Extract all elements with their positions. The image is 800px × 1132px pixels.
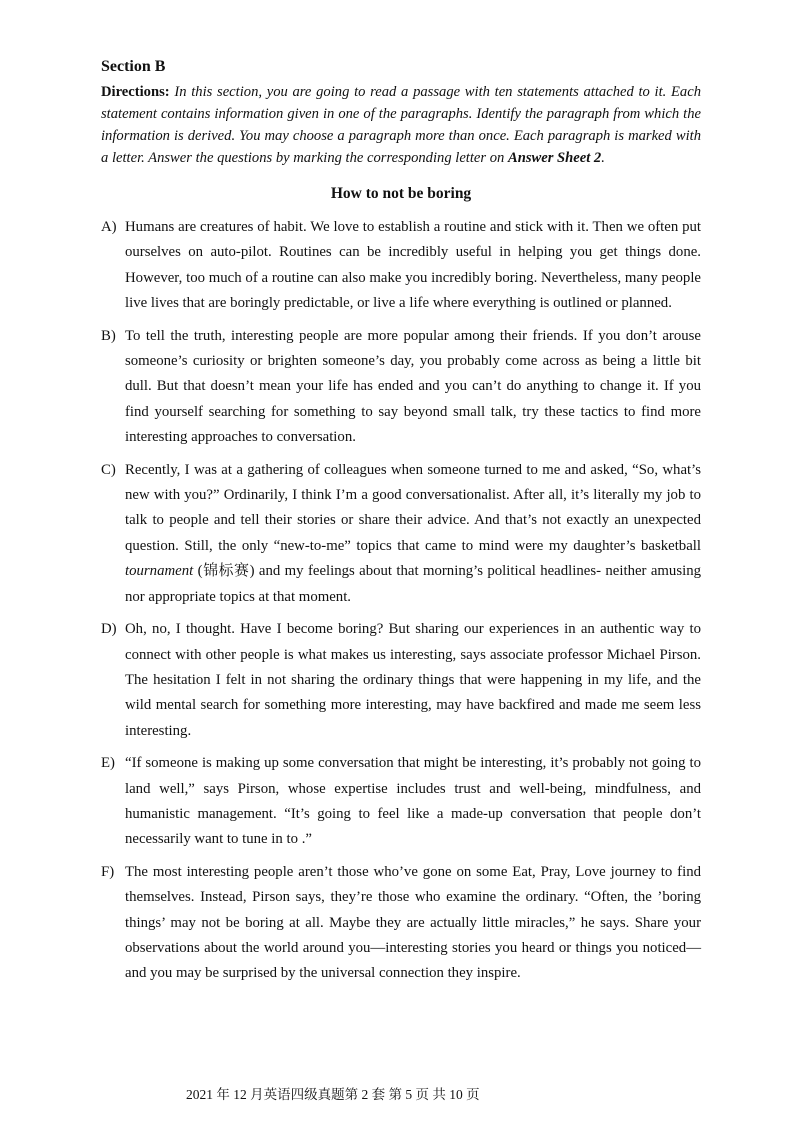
paragraph-letter: F): [101, 863, 115, 880]
paragraph-b: [101, 324, 701, 451]
directions: [101, 81, 701, 169]
exam-page: [101, 56, 701, 994]
paragraph-d: [101, 617, 701, 744]
paragraph-c: [101, 458, 701, 610]
directions-answer-sheet: Answer Sheet 2: [507, 150, 602, 166]
section-title: Section B: [101, 58, 166, 75]
footer-page-info: 2021 年 12 月英语四级真题第 2 套 第 5 页 共 10 页: [186, 1087, 480, 1102]
paragraph-e: [101, 751, 701, 853]
paragraph-text: To tell the truth, interesting people are more popular among their friends. If you don’t arouse someone’s curiosity or brighten someone’s day, you probably come across as being a little bit dull. But that doesn’t mean your life has ended and you can’t do anything to change it. If you find yourself searching for something to say beyond small talk, try these tactics to find more interesting approaches to conversation.: [125, 327, 701, 446]
paragraph-letter: D): [101, 621, 117, 638]
passage-title: How to not be boring: [330, 185, 472, 202]
paragraph-text: The most interesting people aren’t those who’ve gone on some Eat, Pray, Love journey to find themselves. Instead, Pirson says, they’re those who examine the ordinary. “Often, the ’boring things’ may not be boring at all. Maybe they are actually little miracles,” he says. Share your observations about the world around you—interesting stories you heard or things you noticed—and you may be surprised by the universal connection they inspire.: [125, 863, 701, 982]
paragraph-f: [101, 860, 701, 987]
paragraph-text-part: (锦标赛) and my feelings about that morning’s political headlines- neither amusing nor appropriate topics at that moment.: [125, 563, 701, 605]
paragraph-text: “If someone is making up some conversation that might be interesting, it’s probably not going to land well,” says Pirson, whose expertise includes trust and well-being, mindfulness, and humanistic management. “It’s going to feel like a made-up conversation that people don’t necessarily want to tune in to .”: [125, 755, 701, 848]
paragraph-letter: C): [101, 461, 116, 478]
paragraph-a: [101, 215, 701, 317]
directions-body: In this section, you are going to read a passage with ten statements attached to it. Each statement contains information given in one of the paragraphs. Identify the paragraph from which the information is derived. You may choose a paragraph more than once. Each paragraph is marked with a letter. Answer the questions by marking the corresponding letter on: [101, 84, 701, 166]
paragraph-text-part: Recently, I was at a gathering of colleagues when someone turned to me and asked, “So, what’s new with you?” Ordinarily, I think I’m a good conversationalist. After all, it’s literally my job to talk to people and tell their stories or share their advice. And that’s not exactly an unexpected question. Still, the only “new-to-me” topics that came to mind were my daughter’s basketball: [125, 461, 701, 554]
directions-end: .: [601, 150, 605, 166]
directions-lead: Directions:: [101, 84, 170, 100]
paragraph-text: Humans are creatures of habit. We love to establish a routine and stick with it. Then we often put ourselves on auto-pilot. Routines can be incredibly useful in helping you get things done. However, too much of a routine can also make you incredibly boring. Nevertheless, many people live lives that are boringly predictable, or live a life where everything is outlined or planned.: [125, 219, 701, 312]
paragraph-italic-word: tournament: [125, 563, 194, 580]
paragraph-letter: E): [101, 755, 115, 772]
paragraph-letter: A): [101, 219, 117, 235]
paragraph-text: Oh, no, I thought. Have I become boring? But sharing our experiences in an authentic way to connect with other people is what makes us interesting, says associate professor Michael Pirson. The hesitation I felt in not sharing the ordinary things that were happening in my life, and the wild mental search for something more interesting, may have backfired and made me seem less interesting.: [125, 621, 701, 739]
paragraph-text: [125, 458, 701, 610]
paragraph-letter: B): [101, 327, 116, 344]
